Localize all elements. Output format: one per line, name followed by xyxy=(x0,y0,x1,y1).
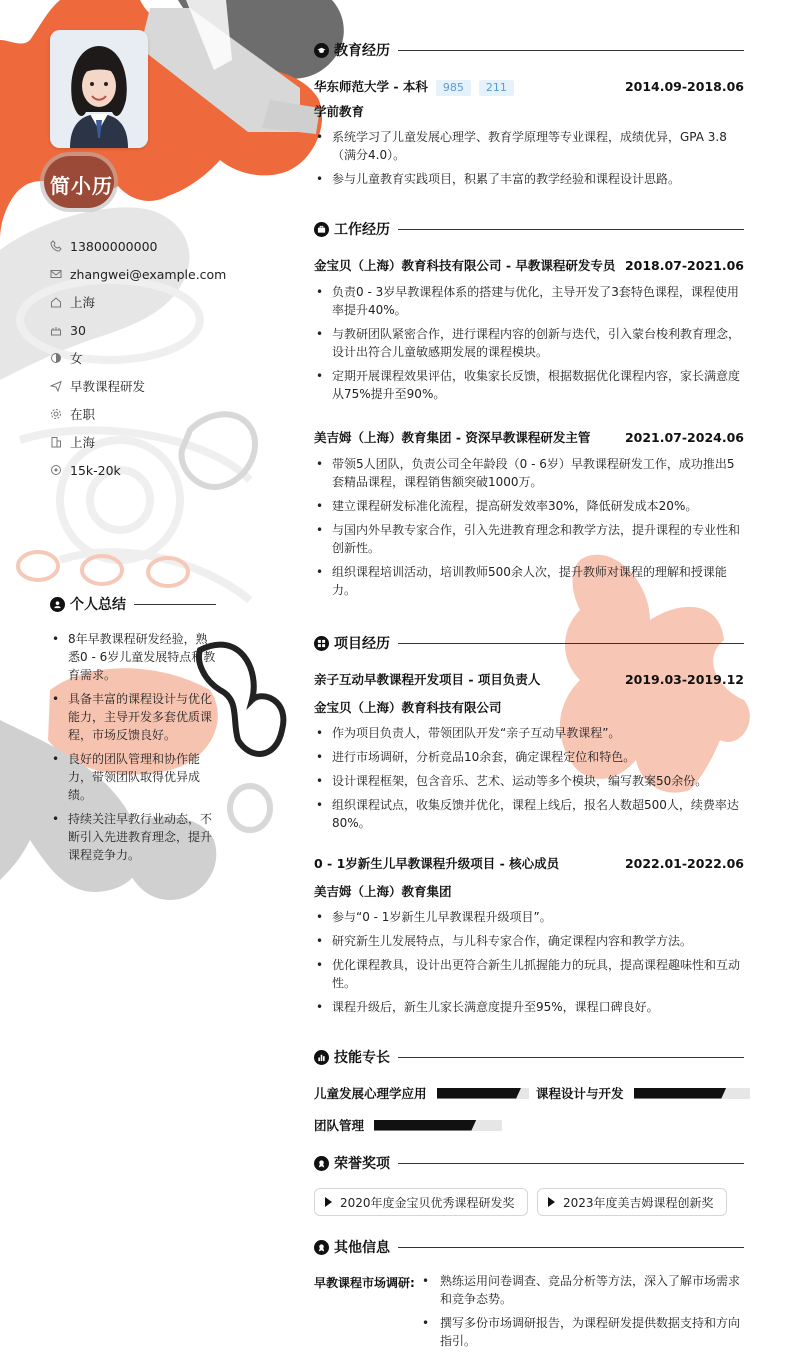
skill-bar xyxy=(437,1088,529,1099)
education-section-title: 教育经历 xyxy=(314,40,744,60)
mail-icon xyxy=(50,268,62,280)
school-tag: 985 xyxy=(436,80,471,96)
other-section-title: 其他信息 xyxy=(314,1237,744,1257)
summary-item: • 具备丰富的课程设计与优化能力，主导开发多套优质课程，市场反馈良好。 xyxy=(50,690,216,744)
list-item: • 建立课程研发标准化流程，提高研发效率30%，降低研发成本20%。 xyxy=(314,497,744,515)
list-item: • 带领5人团队，负责公司全年龄段（0 - 6岁）早教课程研发工作，成功推出5套精品课程，课程销售额突破1000万。 xyxy=(314,455,744,491)
job-date: 2021.07-2024.06 xyxy=(624,429,744,445)
list-item: • 课程升级后，新生儿家长满意度提升至95%，课程口碑良好。 xyxy=(314,998,744,1016)
list-item: • 组织课程培训活动，培训教师500余人次，提升教师对课程的理解和授课能力。 xyxy=(314,563,744,599)
user-icon xyxy=(50,597,65,612)
job-title: 金宝贝（上海）教育科技有限公司 - 早教课程研发专员 xyxy=(314,258,616,273)
project-org: 美吉姆（上海）教育集团 xyxy=(314,884,452,899)
award-icon xyxy=(314,1156,329,1171)
work-section-title: 工作经历 xyxy=(314,219,744,239)
project-entry-head xyxy=(314,854,744,872)
home-icon xyxy=(50,296,62,308)
award-chip: 2023年度美吉姆课程创新奖 xyxy=(537,1188,727,1216)
other-bullets xyxy=(420,1272,744,1356)
awards-section-title: 荣誉奖项 xyxy=(314,1153,744,1173)
briefcase-icon xyxy=(314,222,329,237)
list-item: • 负责0 - 3岁早教课程体系的搭建与优化，主导开发了3套特色课程，课程使用率提升40%。 xyxy=(314,283,744,319)
job-entry-head xyxy=(314,428,744,446)
education-date: 2014.09-2018.06 xyxy=(624,79,744,94)
skills-section-title: 技能专长 xyxy=(314,1047,744,1067)
projects-section-title: 项目经历 xyxy=(314,633,744,653)
contact-phone: 13800000000 xyxy=(50,232,270,260)
project-bullets xyxy=(314,724,744,838)
list-item: • 与国内外早教专家合作，引入先进教育理念和教学方法，提升课程的专业性和创新性。 xyxy=(314,521,744,557)
job-bullets xyxy=(314,283,744,409)
contact-gender: 女 xyxy=(50,344,270,372)
contact-salary: 15k-20k xyxy=(50,456,270,484)
other-label: 早教课程市场调研: xyxy=(314,1276,415,1290)
project-entry-head xyxy=(314,670,744,688)
gender-icon xyxy=(50,352,62,364)
salary-icon xyxy=(50,464,62,476)
project-title: 0 - 1岁新生儿早教课程升级项目 - 核心成员 xyxy=(314,856,560,871)
education-bullets xyxy=(314,128,744,194)
project-bullets xyxy=(314,908,744,1022)
contact-city: 上海 xyxy=(50,428,270,456)
education-entry-head xyxy=(314,77,744,96)
play-icon xyxy=(548,1197,555,1207)
contact-list xyxy=(50,232,270,484)
status-icon xyxy=(50,408,62,420)
contact-status: 在职 xyxy=(50,400,270,428)
grid-icon xyxy=(314,636,329,651)
skill-bar-fill xyxy=(634,1088,727,1099)
building-icon xyxy=(50,436,62,448)
list-item: • 与教研团队紧密合作，进行课程内容的创新与迭代，引入蒙台梭利教育理念，设计出符合儿童敏感期发展的课程模块。 xyxy=(314,325,744,361)
skill-bar xyxy=(634,1088,750,1099)
summary-item: • 良好的团队管理和协作能力，带领团队取得优异成绩。 xyxy=(50,750,216,804)
education-major: 学前教育 xyxy=(314,104,365,119)
job-title: 美吉姆（上海）教育集团 - 资深早教课程研发主管 xyxy=(314,430,591,445)
skill-item: 团队管理 xyxy=(314,1116,502,1134)
project-date: 2022.01-2022.06 xyxy=(624,855,744,871)
list-item: • 参与儿童教育实践项目，积累了丰富的教学经验和课程设计思路。 xyxy=(314,170,744,188)
list-item: • 研究新生儿发展特点，与儿科专家合作，确定课程内容和教学方法。 xyxy=(314,932,744,950)
award-chip: 2020年度金宝贝优秀课程研发奖 xyxy=(314,1188,528,1216)
list-item: • 优化课程教具，设计出更符合新生儿抓握能力的玩具，提高课程趣味性和互动性。 xyxy=(314,956,744,992)
list-item: • 系统学习了儿童发展心理学、教育学原理等专业课程，成绩优异，GPA 3.8（满分4.0）。 xyxy=(314,128,744,164)
graduation-cap-icon xyxy=(314,43,329,58)
profile-photo xyxy=(50,30,148,148)
summary-section-title: 个人总结 xyxy=(50,594,216,614)
play-icon xyxy=(325,1197,332,1207)
job-date: 2018.07-2021.06 xyxy=(624,257,744,273)
skill-bar-fill xyxy=(374,1120,476,1131)
school-tag: 211 xyxy=(479,80,514,96)
skill-bar xyxy=(374,1120,502,1131)
summary-item: • 8年早教课程研发经验，熟悉0 - 6岁儿童发展特点和教育需求。 xyxy=(50,630,216,684)
age-icon xyxy=(50,324,62,336)
phone-icon xyxy=(50,240,62,252)
list-item: • 作为项目负责人，带领团队开发“亲子互动早教课程”。 xyxy=(314,724,744,742)
project-date: 2019.03-2019.12 xyxy=(624,671,744,687)
contact-age: 30 xyxy=(50,316,270,344)
list-item: • 定期开展课程效果评估，收集家长反馈，根据数据优化课程内容，家长满意度从75%提升至90%。 xyxy=(314,367,744,403)
skill-item: 课程设计与开发 xyxy=(536,1084,750,1102)
list-item: • 撰写多份市场调研报告，为课程研发提供数据支持和方向指引。 xyxy=(420,1314,744,1350)
project-org: 金宝贝（上海）教育科技有限公司 xyxy=(314,700,502,715)
skill-bar-fill xyxy=(437,1088,522,1099)
award-icon xyxy=(314,1240,329,1255)
send-icon xyxy=(50,380,62,392)
job-entry-head xyxy=(314,256,744,274)
list-item: • 进行市场调研，分析竞品10余套，确定课程定位和特色。 xyxy=(314,748,744,766)
candidate-name: 简小历 xyxy=(50,174,113,198)
contact-email: zhangwei@example.com xyxy=(50,260,270,288)
summary-item: • 持续关注早教行业动态，不断引入先进教育理念，提升课程竞争力。 xyxy=(50,810,216,864)
list-item: • 熟练运用问卷调查、竞品分析等方法，深入了解市场需求和竞争态势。 xyxy=(420,1272,744,1308)
skill-item: 儿童发展心理学应用 xyxy=(314,1084,529,1102)
job-bullets xyxy=(314,455,744,605)
bar-chart-icon xyxy=(314,1050,329,1065)
summary-list xyxy=(50,630,216,870)
project-title: 亲子互动早教课程开发项目 - 项目负责人 xyxy=(314,672,541,687)
contact-job-target: 早教课程研发 xyxy=(50,372,270,400)
list-item: • 设计课程框架，包含音乐、艺术、运动等多个模块，编写教案50余份。 xyxy=(314,772,744,790)
school-name: 华东师范大学 - 本科 xyxy=(314,79,428,94)
list-item: • 组织课程试点，收集反馈并优化，课程上线后，报名人数超500人，续费率达80%。 xyxy=(314,796,744,832)
list-item: • 参与“0 - 1岁新生儿早教课程升级项目”。 xyxy=(314,908,744,926)
contact-location: 上海 xyxy=(50,288,270,316)
